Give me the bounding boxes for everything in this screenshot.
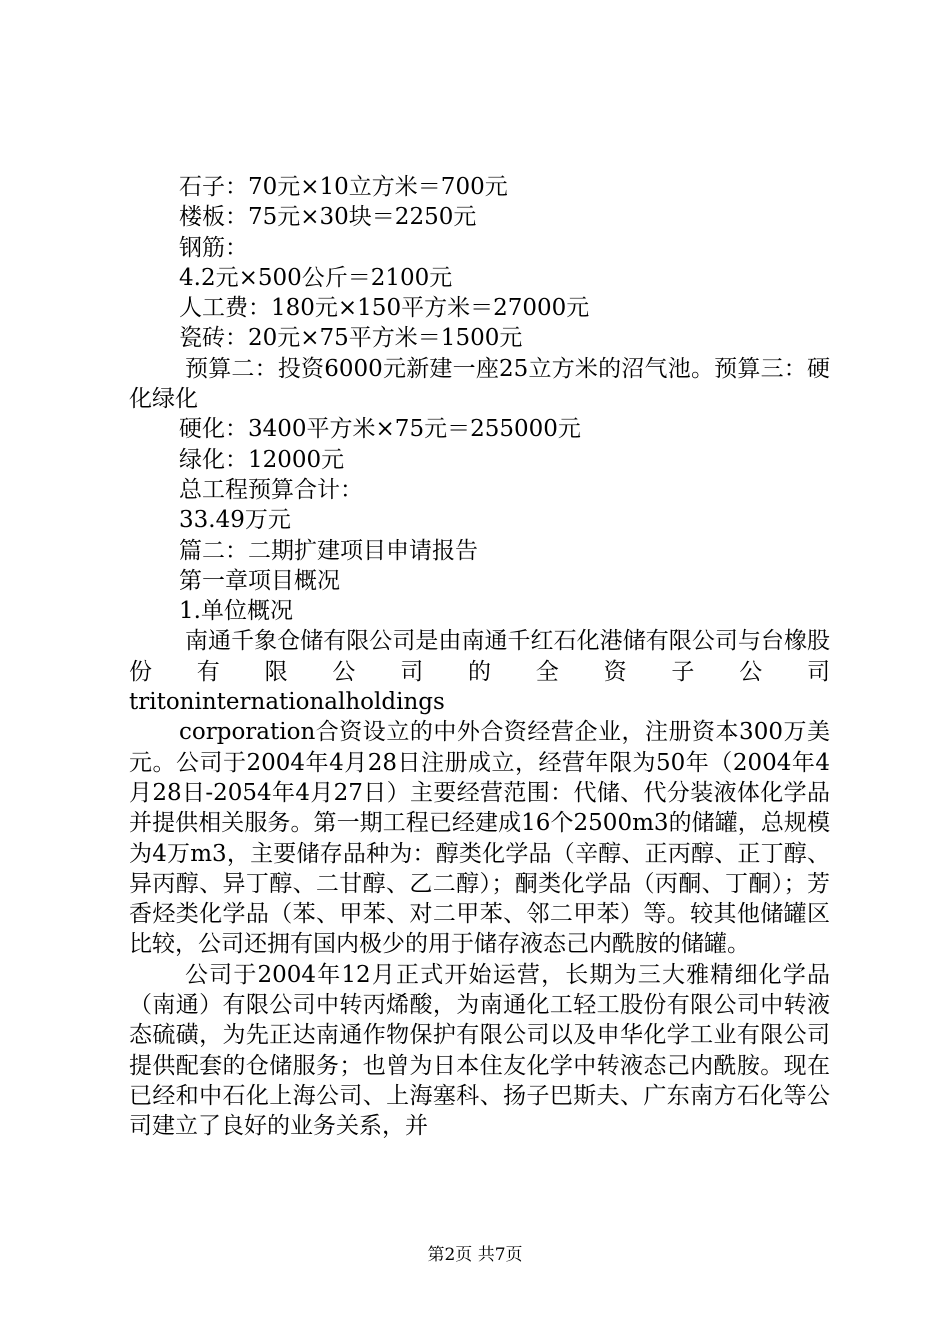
line-greening: 绿化：12000元 — [179, 446, 345, 473]
section-heading: 篇二：二期扩建项目申请报告 — [179, 537, 478, 564]
page-footer: 第2页 共7页 — [427, 1245, 523, 1265]
budget-two-paragraph: 预算二：投资6000元新建一座25立方米的沼气池。预算三：硬化绿化 — [129, 355, 830, 413]
line-rebar-cost: 4.2元×500公斤＝2100元 — [179, 264, 453, 291]
line-floorboard: 楼板：75元×30块＝2250元 — [179, 204, 477, 231]
line-hardening: 硬化：3400平方米×75元＝255000元 — [179, 416, 581, 443]
line-stone: 石子：70元×10立方米＝700元 — [179, 174, 508, 200]
subsection-heading: 1.单位概况 — [179, 598, 293, 625]
company-paragraph-detail: corporation合资设立的中外合资经营企业，注册资本300万美元。公司于2004年4月28日注册成立，经营年限为50年（2004年4月28日-2054年4月27日）主要经营范围：代储、代分装液体化学品并提供相关服务。第一期工程已经建成16个2500m3的储罐，总规模为4万m3，主要储存品种为：醇类化学品（辛醇、正丙醇、正丁醇、异丙醇、异丁醇、二甘醇、乙二醇）；酮类化学品（丙酮、丁酮）；芳香烃类化学品（苯、甲苯、对二甲苯、邻二甲苯）等。较其他储罐区比较，公司还拥有国内极少的用于储存液态己内酰胺的储罐。 — [129, 719, 830, 958]
line-labor: 人工费：180元×150平方米＝27000元 — [179, 295, 590, 322]
line-tiles: 瓷砖：20元×75平方米＝1500元 — [179, 325, 523, 352]
line-total-label: 总工程预算合计： — [179, 476, 363, 503]
chapter-heading: 第一章项目概况 — [179, 567, 340, 594]
company-english-name: tritoninternationalholdings — [129, 689, 445, 716]
company-paragraph-intro: 南通千象仓储有限公司是由南通千红石化港储有限公司与台橡股份有限公司的全资子公司 — [129, 628, 830, 685]
line-total-value: 33.49万元 — [179, 507, 291, 534]
line-rebar: 钢筋： — [179, 234, 248, 261]
document-body — [129, 172, 830, 1142]
operations-paragraph: 公司于2004年12月正式开始运营，长期为三大雅精细化学品（南通）有限公司中转丙烯酸，为南通化工轻工股份有限公司中转液态硫磺，为先正达南通作物保护有限公司以及申华化学工业有限公司提供配套的仓储服务；也曾为日本住友化学中转液态己内酰胺。现在已经和中石化上海公司、上海塞科、扬子巴斯夫、广东南方石化等公司建立了良好的业务关系，并 — [129, 961, 830, 1140]
